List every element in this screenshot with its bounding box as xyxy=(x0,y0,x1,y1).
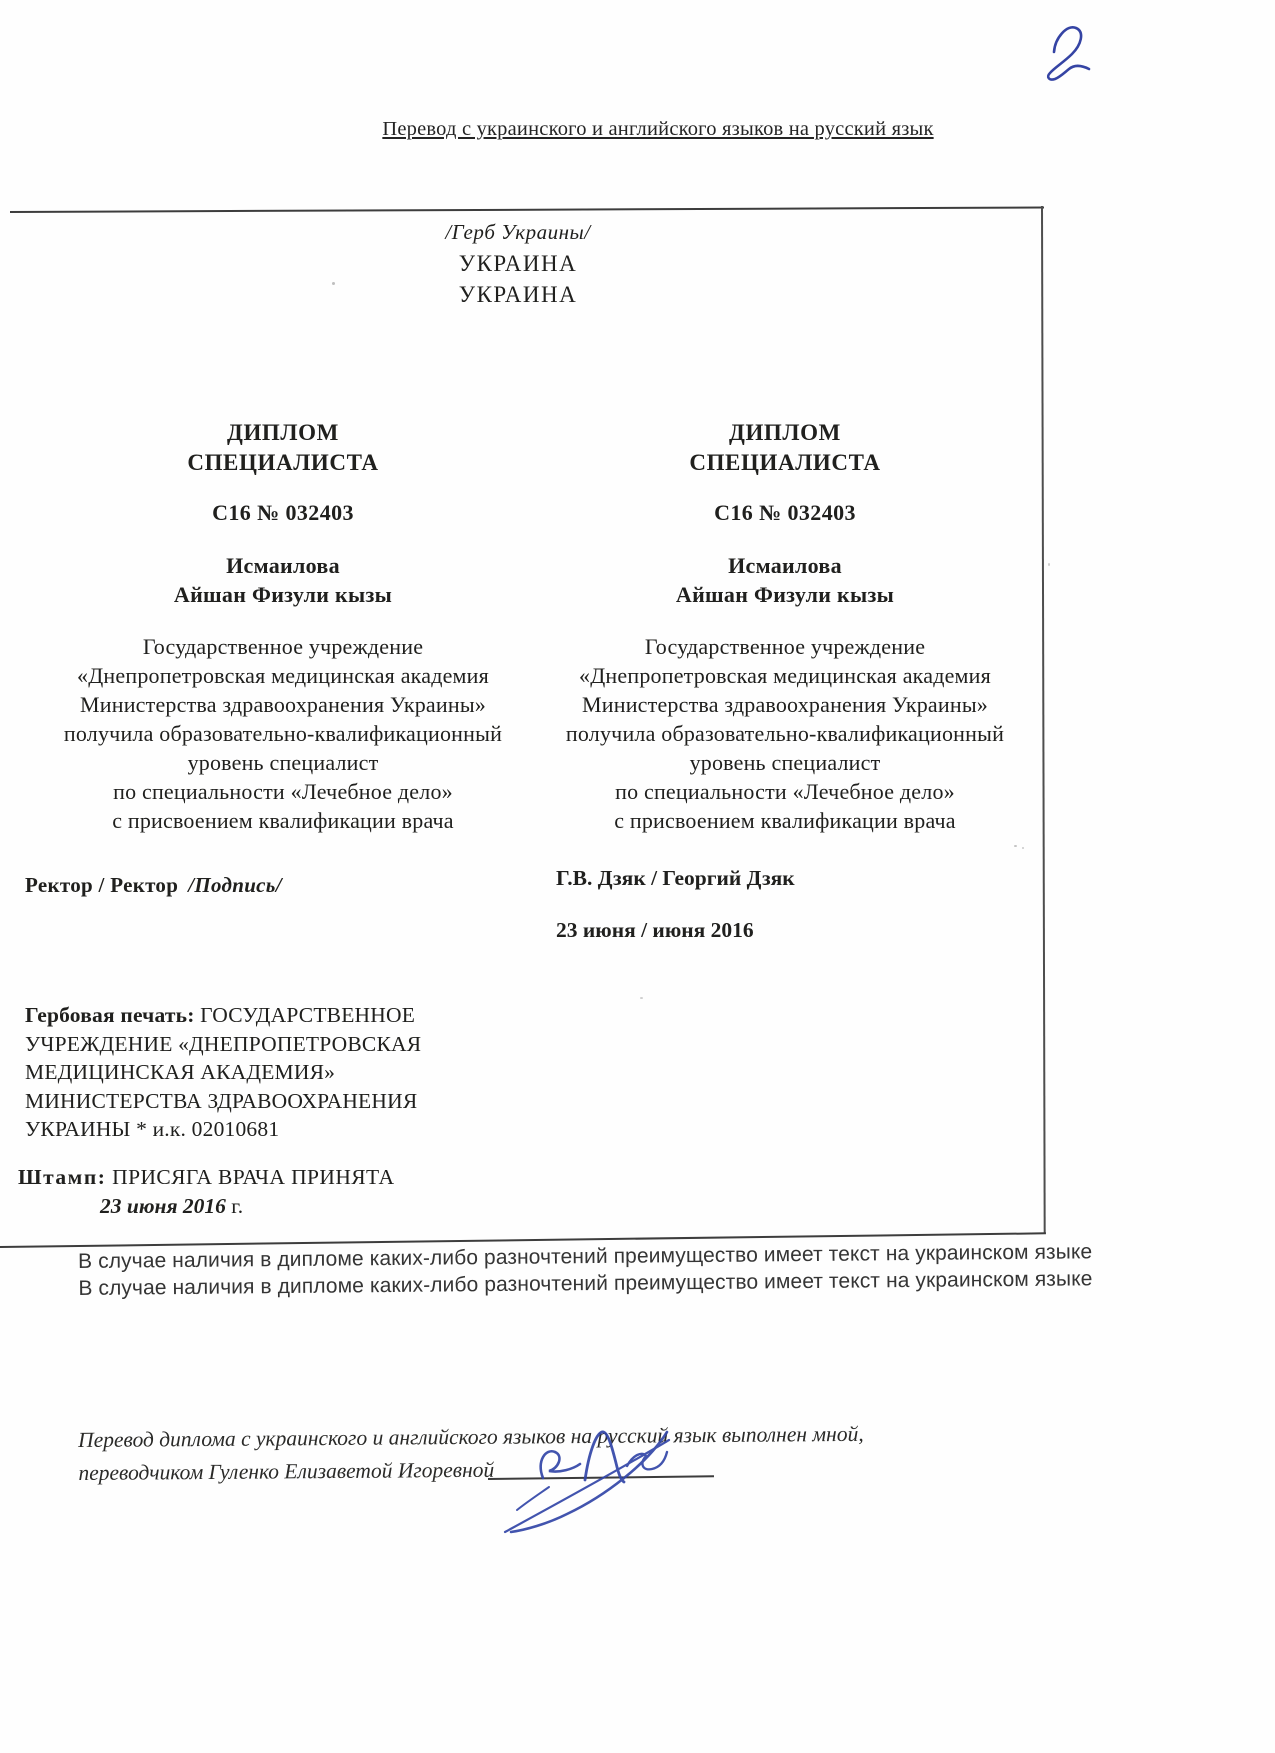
translator-statement-line2: переводчиком Гуленко Елизаветой Игоревной xyxy=(78,1457,495,1485)
diploma-body-paragraph xyxy=(38,632,528,835)
diploma-title xyxy=(38,418,528,478)
diploma-body-line: уровень специалист xyxy=(689,750,881,775)
stamp-description xyxy=(18,1165,394,1190)
diploma-body-line: получила образовательно-квалификационный xyxy=(63,721,503,746)
diploma-title-line2: СПЕЦИАЛИСТА xyxy=(187,450,379,475)
diploma-title-line1: ДИПЛОМ xyxy=(227,420,339,445)
diploma-body-line: «Днепропетровская медицинская академия xyxy=(579,663,991,688)
translator-signature-icon xyxy=(455,1382,725,1547)
diploma-holder-name xyxy=(38,551,528,609)
diploma-body-line: Министерства здравоохранения Украины» xyxy=(582,692,988,717)
seal-label: Гербовая печать: xyxy=(25,1003,195,1027)
seal-description xyxy=(25,1001,505,1144)
seal-line1 xyxy=(25,1001,505,1030)
seal-line: УЧРЕЖДЕНИЕ «ДНЕПРОПЕТРОВСКАЯ xyxy=(25,1031,422,1056)
diploma-column-left xyxy=(38,418,528,835)
diploma-body-line: с присвоением квалификации врача xyxy=(614,808,956,833)
country-name-line1: УКРАИНА xyxy=(458,251,578,276)
seal-line: МЕДИЦИНСКАЯ АКАДЕМИЯ» xyxy=(25,1060,336,1085)
holder-surname: Исмаилова xyxy=(728,553,842,578)
scan-speck xyxy=(640,997,643,999)
translation-direction-header: Перевод с украинского и английского языков на русский язык xyxy=(382,118,934,140)
rector-signature-line xyxy=(25,873,282,898)
stamp-date-line xyxy=(100,1194,243,1219)
diploma-body-line: по специальности «Лечебное дело» xyxy=(113,779,453,804)
document-box-border-top xyxy=(10,206,1044,213)
coat-of-arms-note: /Герб Украины/ xyxy=(445,220,591,244)
diploma-title xyxy=(550,418,1020,478)
scan-speck xyxy=(1048,563,1050,566)
stamp-label: Штамп: xyxy=(18,1165,107,1189)
diploma-body-paragraph xyxy=(550,632,1020,835)
country-name-line2: УКРАИНА xyxy=(458,282,578,307)
translator-statement-line1: Перевод диплома с украинского и английского языков на русский язык выполнен мной, xyxy=(78,1421,864,1452)
document-box-border-right xyxy=(1041,206,1046,1234)
disclaimer-line: В случае наличия в дипломе каких-либо разночтений преимущество имеет текст на украинском языке xyxy=(78,1240,1093,1273)
seal-line: УКРАИНЫ * и.к. 02010681 xyxy=(25,1117,280,1142)
handwritten-page-number-icon xyxy=(1038,14,1108,90)
diploma-body-line: уровень специалист xyxy=(187,750,379,775)
diploma-body-line: по специальности «Лечебное дело» xyxy=(615,779,955,804)
ukrainian-precedence-disclaimer xyxy=(78,1239,1128,1302)
scan-speck xyxy=(1014,845,1017,847)
diploma-body-line: Министерства здравоохранения Украины» xyxy=(80,692,486,717)
diploma-serial-number: С16 № 032403 xyxy=(714,500,856,525)
holder-given-names: Айшан Физули кызы xyxy=(173,582,393,607)
diploma-column-right xyxy=(550,418,1020,835)
diploma-body-line: «Днепропетровская медицинская академия xyxy=(77,663,489,688)
scan-speck xyxy=(332,282,335,285)
diploma-body-line: Государственное учреждение xyxy=(142,634,424,659)
holder-given-names: Айшан Физули кызы xyxy=(675,582,895,607)
diploma-body-line: с присвоением квалификации врача xyxy=(112,808,454,833)
seal-line1-rest: ГОСУДАРСТВЕННОЕ xyxy=(194,1003,416,1027)
scan-speck xyxy=(1022,847,1024,849)
diploma-title-line1: ДИПЛОМ xyxy=(729,420,841,445)
signature-placeholder-note: /Подпись/ xyxy=(188,873,282,897)
rector-name-line: Г.В. Дзяк / Георгий Дзяк xyxy=(556,866,795,890)
holder-surname: Исмаилова xyxy=(226,553,340,578)
rector-label: Ректор / Ректор xyxy=(25,873,179,897)
diploma-title-line2: СПЕЦИАЛИСТА xyxy=(689,450,881,475)
diploma-holder-name xyxy=(550,551,1020,609)
issue-date-line: 23 июня / июня 2016 xyxy=(556,918,754,942)
diploma-body-line: Государственное учреждение xyxy=(644,634,926,659)
stamp-date-suffix: г. xyxy=(225,1194,244,1218)
stamp-text: ПРИСЯГА ВРАЧА ПРИНЯТА xyxy=(106,1165,395,1189)
diploma-serial-number: С16 № 032403 xyxy=(212,500,354,525)
diploma-body-line: получила образовательно-квалификационный xyxy=(565,721,1005,746)
seal-line: МИНИСТЕРСТВА ЗДРАВООХРАНЕНИЯ xyxy=(25,1088,418,1113)
disclaimer-line: В случае наличия в дипломе каких-либо разночтений преимущество имеет текст на украинском языке xyxy=(78,1266,1093,1300)
stamp-date-value: 23 июня 2016 xyxy=(100,1194,226,1218)
